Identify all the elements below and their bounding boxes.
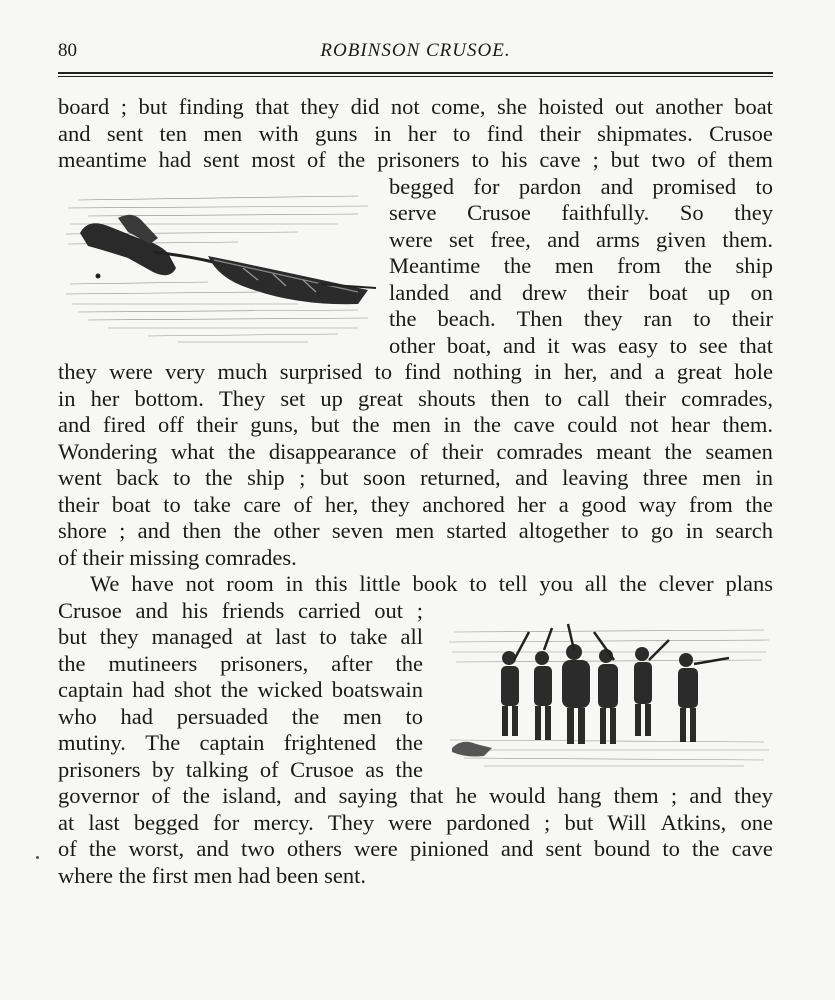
bodies-drawing [80,215,213,279]
text-line-29: of the worst, and two others were pinioned and sent bound to the cave [58,836,773,861]
text-line-17: shore ; and then the other seven men started altogether to go in search [58,518,773,543]
text-line-7: Meantime the men from the ship [389,253,773,278]
text-line-8: landed and drew their boat up on [389,279,773,305]
text-line-24: who had persuaded the men to [58,703,423,729]
text-line-22: the mutineers prisoners, after the [58,650,423,676]
figures-drawing [501,644,698,744]
text-line-9: the beach. Then they ran to their [389,306,773,331]
ink-speck [36,856,39,859]
text-line-19: We have not room in this little book to tell you all the clever plans [90,571,773,596]
text-line-15: went back to the ship ; but soon returned, and leaving three men in [58,465,773,490]
text-line-23: captain had shot the wicked boatswain [58,677,423,702]
mutineers-illustration [444,620,774,770]
text-line-12: in her bottom. They set up great shouts then to call their comrades, [58,385,773,411]
text-line-3: meantime had sent most of the prisoners to his cave ; but two of them [58,147,773,172]
text-line-26: prisoners by talking of Crusoe as the [58,756,423,782]
text-line-5: serve Crusoe faithfully. So they [389,200,773,225]
text-line-18: of their missing comrades. [58,544,297,570]
header-rule-thin [58,76,773,77]
page-number: 80 [58,40,77,61]
text-line-4: begged for pardon and promised to [389,173,773,199]
text-line-30: where the first men had been sent. [58,862,367,888]
text-line-1: board ; but finding that they did not come, she hoisted out another boat [58,94,773,119]
text-line-2: and sent ten men with guns in her to find their shipmates. Crusoe [58,120,773,146]
text-line-16: their boat to take care of her, they anchored her a good way from the [58,491,773,517]
boat-scene-illustration [58,188,378,348]
text-line-25: mutiny. The captain frightened the [58,730,423,755]
text-line-6: were set free, and arms given them. [389,226,773,252]
text-line-10: other boat, and it was easy to see that [389,332,773,358]
running-title: ROBINSON CRUSOE. [320,40,511,61]
text-line-27: governor of the island, and saying that he would hang them ; and they [58,783,773,808]
text-line-11: they were very much surprised to find nothing in her, and a great hole [58,359,773,384]
text-line-14: Wondering what the disappearance of their comrades meant the seamen [58,438,773,464]
text-line-21: but they managed at last to take all [58,624,423,649]
text-line-20: Crusoe and his friends carried out ; [58,597,423,623]
page-header [58,40,773,72]
text-line-13: and fired off their guns, but the men in the cave could not hear them. [58,412,773,437]
text-line-28: at last begged for mercy. They were pardoned ; but Will Atkins, one [58,809,773,835]
header-rule [58,72,773,74]
fallen-figure-drawing [452,742,492,757]
rowboat-drawing [208,256,376,304]
